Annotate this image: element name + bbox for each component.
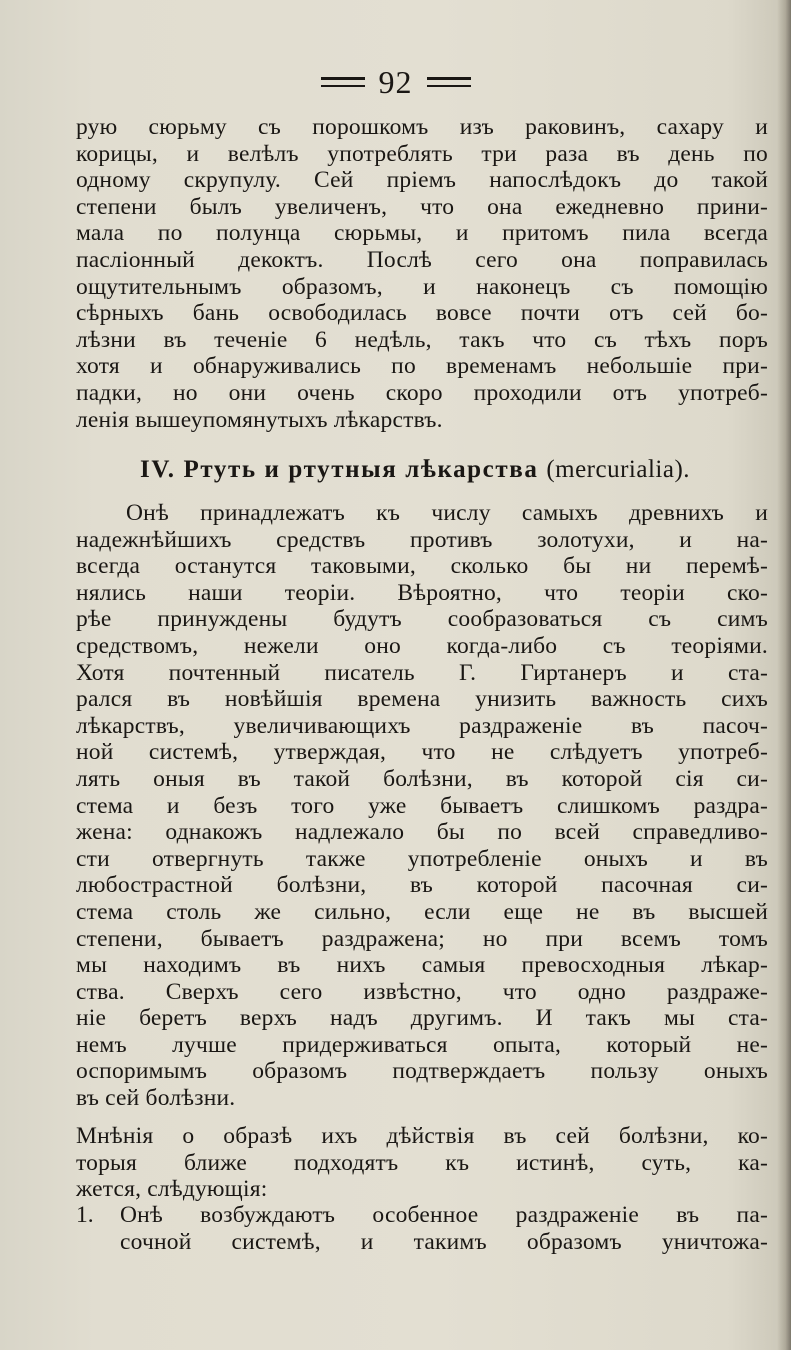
text-line: торыя ближе подходятъ къ истинѣ, суть, ка-	[76, 1149, 768, 1176]
paragraph-opinions	[76, 1123, 768, 1203]
paragraph-mercury	[76, 500, 768, 1112]
text-line: сѣрныхъ бань освободилась вовсе почти отъ сей бо-	[76, 300, 768, 327]
text-line: ощутительнымъ образомъ, и наконецъ съ помощію	[76, 273, 768, 300]
text-line: стема столь же сильно, если еще не въ высшей	[76, 898, 768, 925]
header-rule-right	[427, 77, 471, 87]
text-line: въ сей болѣзни.	[76, 1085, 236, 1112]
page-edge-shadow	[777, 0, 791, 1350]
text-line: оспоримымъ образомъ подтверждаетъ пользу оныхъ	[76, 1058, 768, 1085]
text-line: одному скрупулу. Сей пріемъ напослѣдокъ до такой	[76, 167, 768, 194]
list-item-number: 1.	[76, 1202, 94, 1228]
text-line: падки, но они очень скоро проходили отъ употреб-	[76, 379, 768, 406]
text-line: лѣзни въ теченіе 6 недѣль, такъ что съ тѣхъ поръ	[76, 326, 768, 353]
text-line: жется, слѣдующія:	[76, 1176, 268, 1203]
text-line: любострастной болѣзни, въ которой пасочная си-	[76, 872, 768, 899]
text-line: сочной системѣ, и такимъ образомъ уничтожа-	[120, 1228, 768, 1255]
text-line: Мнѣнія о образѣ ихъ дѣйствія въ сей болѣзни, ко-	[76, 1123, 768, 1149]
text-line: надежнѣйшихъ средствъ противъ золотухи, и на-	[76, 526, 768, 553]
text-line: корицы, и велѣлъ употреблять три раза въ день по	[76, 140, 768, 167]
text-line: Онѣ возбуждаютъ особенное раздраженіе въ па-	[120, 1202, 768, 1228]
text-line: жена: однакожъ надлежало бы по всей справедливо-	[76, 819, 768, 846]
section-number: IV.	[140, 456, 176, 483]
text-line: стема и безъ того уже бываетъ слишкомъ раздра-	[76, 792, 768, 819]
text-line: сти отвергнуть также употребленіе оныхъ и въ	[76, 845, 768, 872]
text-line: рѣе принуждены будутъ сообразоваться съ симъ	[76, 606, 768, 633]
text-line: рую сюрьму съ порошкомъ изъ раковинъ, сахару и	[76, 114, 768, 140]
text-line: всегда останутся таковыми, сколько бы ни перемѣ-	[76, 553, 768, 580]
text-line: Хотя почтенный писатель Г. Гиртанеръ и ста-	[76, 659, 768, 686]
section-heading	[140, 456, 740, 484]
text-line: степени, бываетъ раздражена; но при всемъ томъ	[76, 925, 768, 952]
text-line: мала по полунца сюрьмы, и притомъ пила всегда	[76, 220, 768, 247]
text-line: ніе беретъ верхъ надъ другимъ. И такъ мы ста-	[76, 1005, 768, 1032]
paragraph-continuation	[76, 114, 768, 433]
text-line: средствомъ, нежели оно когда-либо съ теоріями.	[76, 632, 768, 659]
page-header	[0, 62, 791, 102]
text-line: степени былъ увеличенъ, что она ежедневно прини-	[76, 193, 768, 220]
section-title: Ртуть и ртутныя лѣкарства	[183, 456, 539, 483]
text-line: ства. Сверхъ сего извѣстно, что одно раздраже-	[76, 978, 768, 1005]
text-line: ной системѣ, утверждая, что не слѣдуетъ употреб-	[76, 739, 768, 766]
text-line: рался въ новѣйшія времена унизить важность сихъ	[76, 686, 768, 713]
list-item	[120, 1202, 768, 1255]
text-line: ленія вышеупомянутыхъ лѣкарствъ.	[76, 406, 443, 433]
page-number: 92	[378, 64, 413, 100]
text-line: немъ лучше придерживаться опыта, который не-	[76, 1031, 768, 1058]
section-latin-title: (mercurialia).	[546, 456, 691, 483]
text-line: лять оныя въ такой болѣзни, въ которой сія си-	[76, 765, 768, 792]
text-line: пасліонный декоктъ. Послѣ сего она поправилась	[76, 246, 768, 273]
text-line: лѣкарствъ, увеличивающихъ раздраженіе въ пасоч-	[76, 712, 768, 739]
header-rule-left	[321, 77, 365, 87]
text-line: Онѣ принадлежатъ къ числу самыхъ древнихъ и	[126, 500, 768, 526]
text-line: хотя и обнаруживались по временамъ небольшіе при-	[76, 353, 768, 380]
text-line: мы находимъ въ нихъ самыя превосходныя лѣкар-	[76, 952, 768, 979]
text-line: нялись наши теоріи. Вѣроятно, что теоріи ско-	[76, 579, 768, 606]
